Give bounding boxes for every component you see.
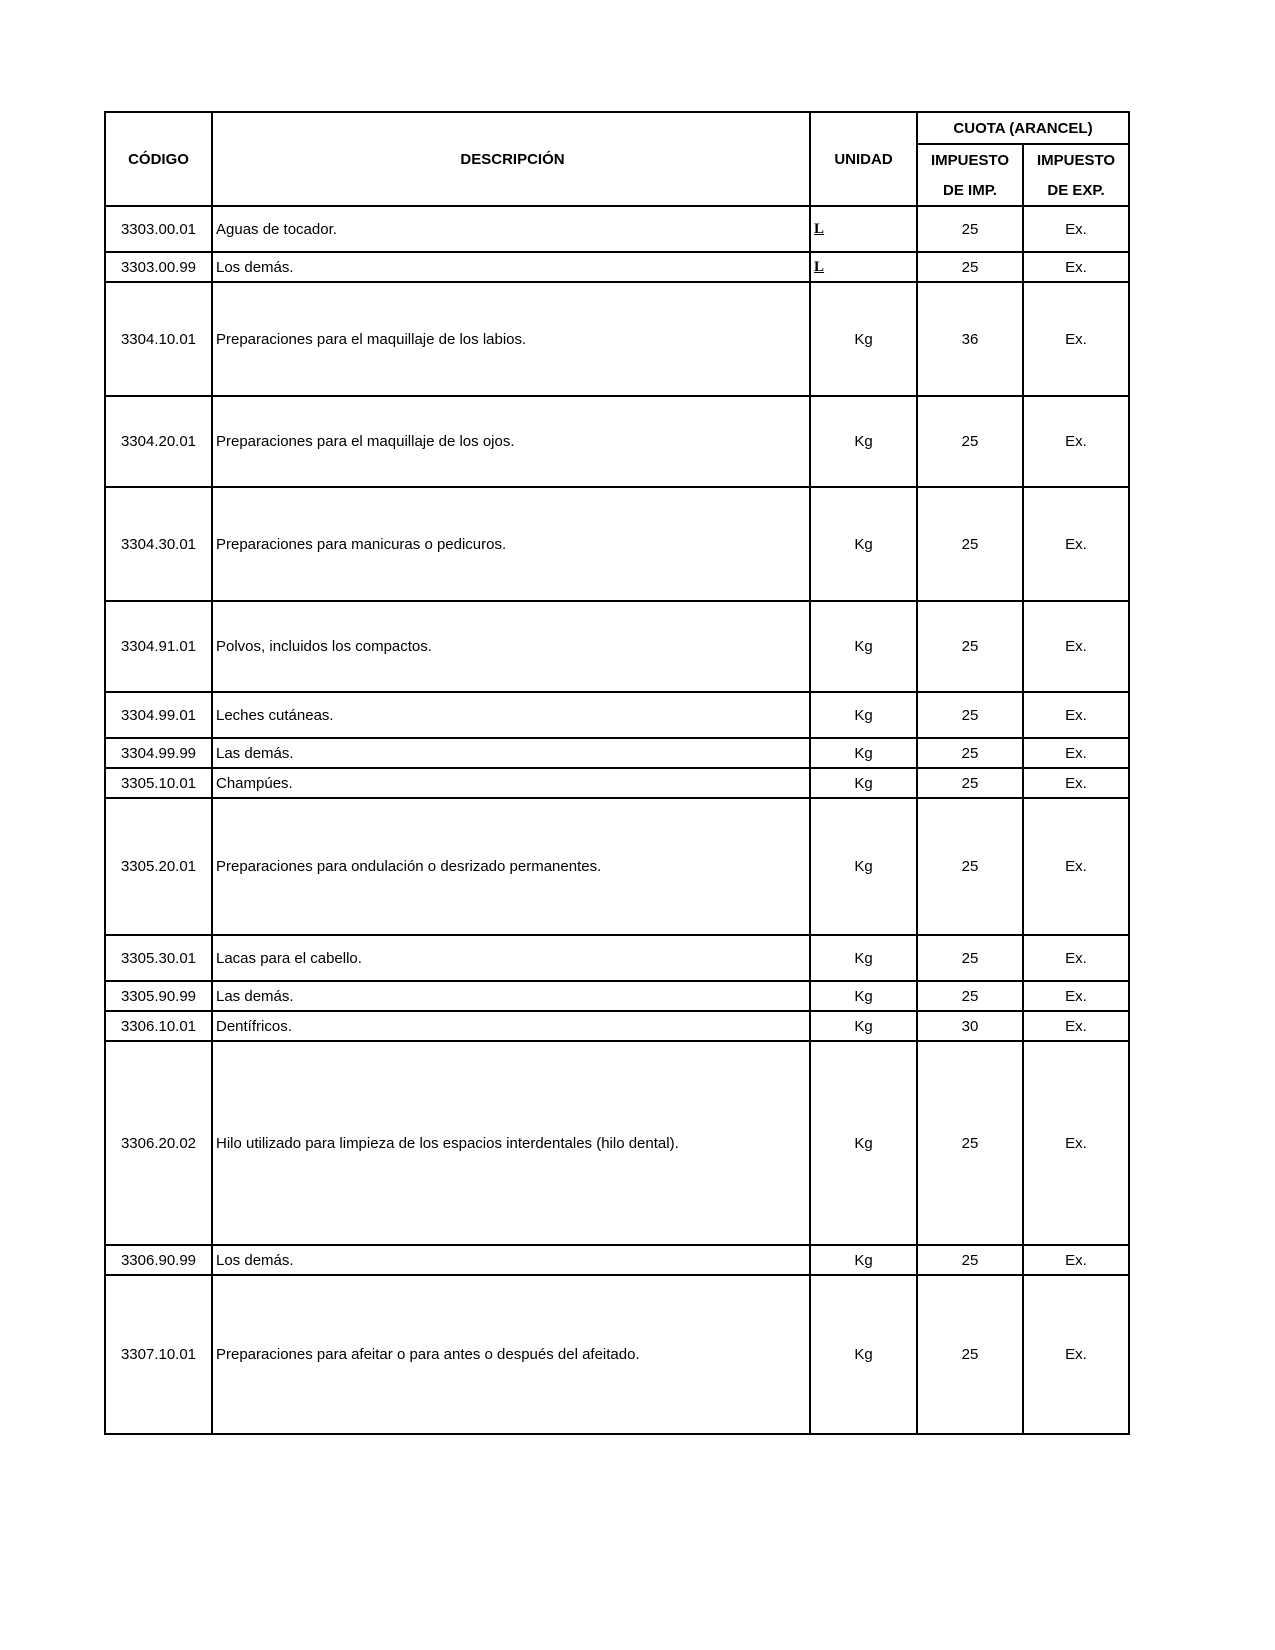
import-tax-cell: 25	[917, 738, 1023, 768]
code-cell: 3304.99.01	[105, 692, 212, 738]
table-row	[105, 487, 1129, 601]
unit-cell: Kg	[810, 981, 917, 1011]
export-tax-cell: Ex.	[1023, 935, 1129, 981]
code-cell: 3303.00.01	[105, 206, 212, 252]
description-cell: Preparaciones para ondulación o desrizado permanentes.	[212, 798, 810, 935]
description-cell: Preparaciones para el maquillaje de los ojos.	[212, 396, 810, 487]
description-cell: Lacas para el cabello.	[212, 935, 810, 981]
code-cell: 3304.10.01	[105, 282, 212, 396]
export-tax-cell: Ex.	[1023, 1245, 1129, 1275]
code-cell: 3306.10.01	[105, 1011, 212, 1041]
header-impuesto-imp-1: IMPUESTO	[917, 144, 1023, 175]
header-unidad: UNIDAD	[810, 112, 917, 206]
code-cell: 3305.30.01	[105, 935, 212, 981]
code-cell: 3304.99.99	[105, 738, 212, 768]
table-row	[105, 601, 1129, 692]
export-tax-cell: Ex.	[1023, 692, 1129, 738]
unit-cell: Kg	[810, 692, 917, 738]
header-codigo: CÓDIGO	[105, 112, 212, 206]
unit-cell: Kg	[810, 738, 917, 768]
description-cell: Leches cutáneas.	[212, 692, 810, 738]
description-cell: Dentífricos.	[212, 1011, 810, 1041]
import-tax-cell: 25	[917, 1041, 1023, 1245]
table-row	[105, 738, 1129, 768]
table-body	[105, 206, 1129, 1434]
import-tax-cell: 25	[917, 935, 1023, 981]
unit-cell: Kg	[810, 487, 917, 601]
description-cell: Los demás.	[212, 252, 810, 282]
description-cell: Preparaciones para el maquillaje de los labios.	[212, 282, 810, 396]
unit-cell: Kg	[810, 1041, 917, 1245]
unit-cell: Kg	[810, 1275, 917, 1434]
description-cell: Polvos, incluidos los compactos.	[212, 601, 810, 692]
table-row	[105, 768, 1129, 798]
table-row	[105, 935, 1129, 981]
export-tax-cell: Ex.	[1023, 798, 1129, 935]
import-tax-cell: 25	[917, 798, 1023, 935]
export-tax-cell: Ex.	[1023, 768, 1129, 798]
unit-cell: Kg	[810, 1245, 917, 1275]
import-tax-cell: 25	[917, 1275, 1023, 1434]
table-row	[105, 1275, 1129, 1434]
table-row	[105, 1011, 1129, 1041]
code-cell: 3306.20.02	[105, 1041, 212, 1245]
code-cell: 3303.00.99	[105, 252, 212, 282]
code-cell: 3304.30.01	[105, 487, 212, 601]
import-tax-cell: 25	[917, 601, 1023, 692]
import-tax-cell: 25	[917, 1245, 1023, 1275]
unit-cell: Kg	[810, 396, 917, 487]
table-row	[105, 1245, 1129, 1275]
import-tax-cell: 25	[917, 206, 1023, 252]
export-tax-cell: Ex.	[1023, 1041, 1129, 1245]
export-tax-cell: Ex.	[1023, 738, 1129, 768]
description-cell: Champúes.	[212, 768, 810, 798]
unit-cell: Kg	[810, 768, 917, 798]
description-cell: Preparaciones para manicuras o pedicuros.	[212, 487, 810, 601]
unit-cell: L	[810, 252, 917, 282]
code-cell: 3305.90.99	[105, 981, 212, 1011]
table-row	[105, 798, 1129, 935]
header-impuesto-exp-2: DE EXP.	[1023, 175, 1129, 206]
header-impuesto-imp-2: DE IMP.	[917, 175, 1023, 206]
code-cell: 3304.20.01	[105, 396, 212, 487]
table-row	[105, 252, 1129, 282]
table-row	[105, 396, 1129, 487]
export-tax-cell: Ex.	[1023, 487, 1129, 601]
code-cell: 3307.10.01	[105, 1275, 212, 1434]
table-row	[105, 692, 1129, 738]
tariff-table	[104, 111, 1130, 1435]
header-descripcion: DESCRIPCIÓN	[212, 112, 810, 206]
import-tax-cell: 36	[917, 282, 1023, 396]
export-tax-cell: Ex.	[1023, 601, 1129, 692]
unit-cell: Kg	[810, 282, 917, 396]
import-tax-cell: 25	[917, 396, 1023, 487]
unit-cell: L	[810, 206, 917, 252]
export-tax-cell: Ex.	[1023, 282, 1129, 396]
table-row	[105, 206, 1129, 252]
table-row	[105, 981, 1129, 1011]
export-tax-cell: Ex.	[1023, 1275, 1129, 1434]
description-cell: Preparaciones para afeitar o para antes o después del afeitado.	[212, 1275, 810, 1434]
description-cell: Hilo utilizado para limpieza de los espacios interdentales (hilo dental).	[212, 1041, 810, 1245]
table-row	[105, 282, 1129, 396]
import-tax-cell: 25	[917, 768, 1023, 798]
code-cell: 3305.10.01	[105, 768, 212, 798]
unit-cell: Kg	[810, 1011, 917, 1041]
header-cuota: CUOTA (ARANCEL)	[917, 112, 1129, 144]
import-tax-cell: 25	[917, 252, 1023, 282]
export-tax-cell: Ex.	[1023, 1011, 1129, 1041]
export-tax-cell: Ex.	[1023, 252, 1129, 282]
import-tax-cell: 25	[917, 692, 1023, 738]
code-cell: 3305.20.01	[105, 798, 212, 935]
header-impuesto-exp-1: IMPUESTO	[1023, 144, 1129, 175]
import-tax-cell: 25	[917, 981, 1023, 1011]
description-cell: Aguas de tocador.	[212, 206, 810, 252]
description-cell: Las demás.	[212, 738, 810, 768]
code-cell: 3306.90.99	[105, 1245, 212, 1275]
unit-cell: Kg	[810, 935, 917, 981]
code-cell: 3304.91.01	[105, 601, 212, 692]
unit-cell: Kg	[810, 798, 917, 935]
description-cell: Las demás.	[212, 981, 810, 1011]
import-tax-cell: 30	[917, 1011, 1023, 1041]
export-tax-cell: Ex.	[1023, 981, 1129, 1011]
export-tax-cell: Ex.	[1023, 396, 1129, 487]
export-tax-cell: Ex.	[1023, 206, 1129, 252]
unit-cell: Kg	[810, 601, 917, 692]
table-row	[105, 1041, 1129, 1245]
description-cell: Los demás.	[212, 1245, 810, 1275]
import-tax-cell: 25	[917, 487, 1023, 601]
